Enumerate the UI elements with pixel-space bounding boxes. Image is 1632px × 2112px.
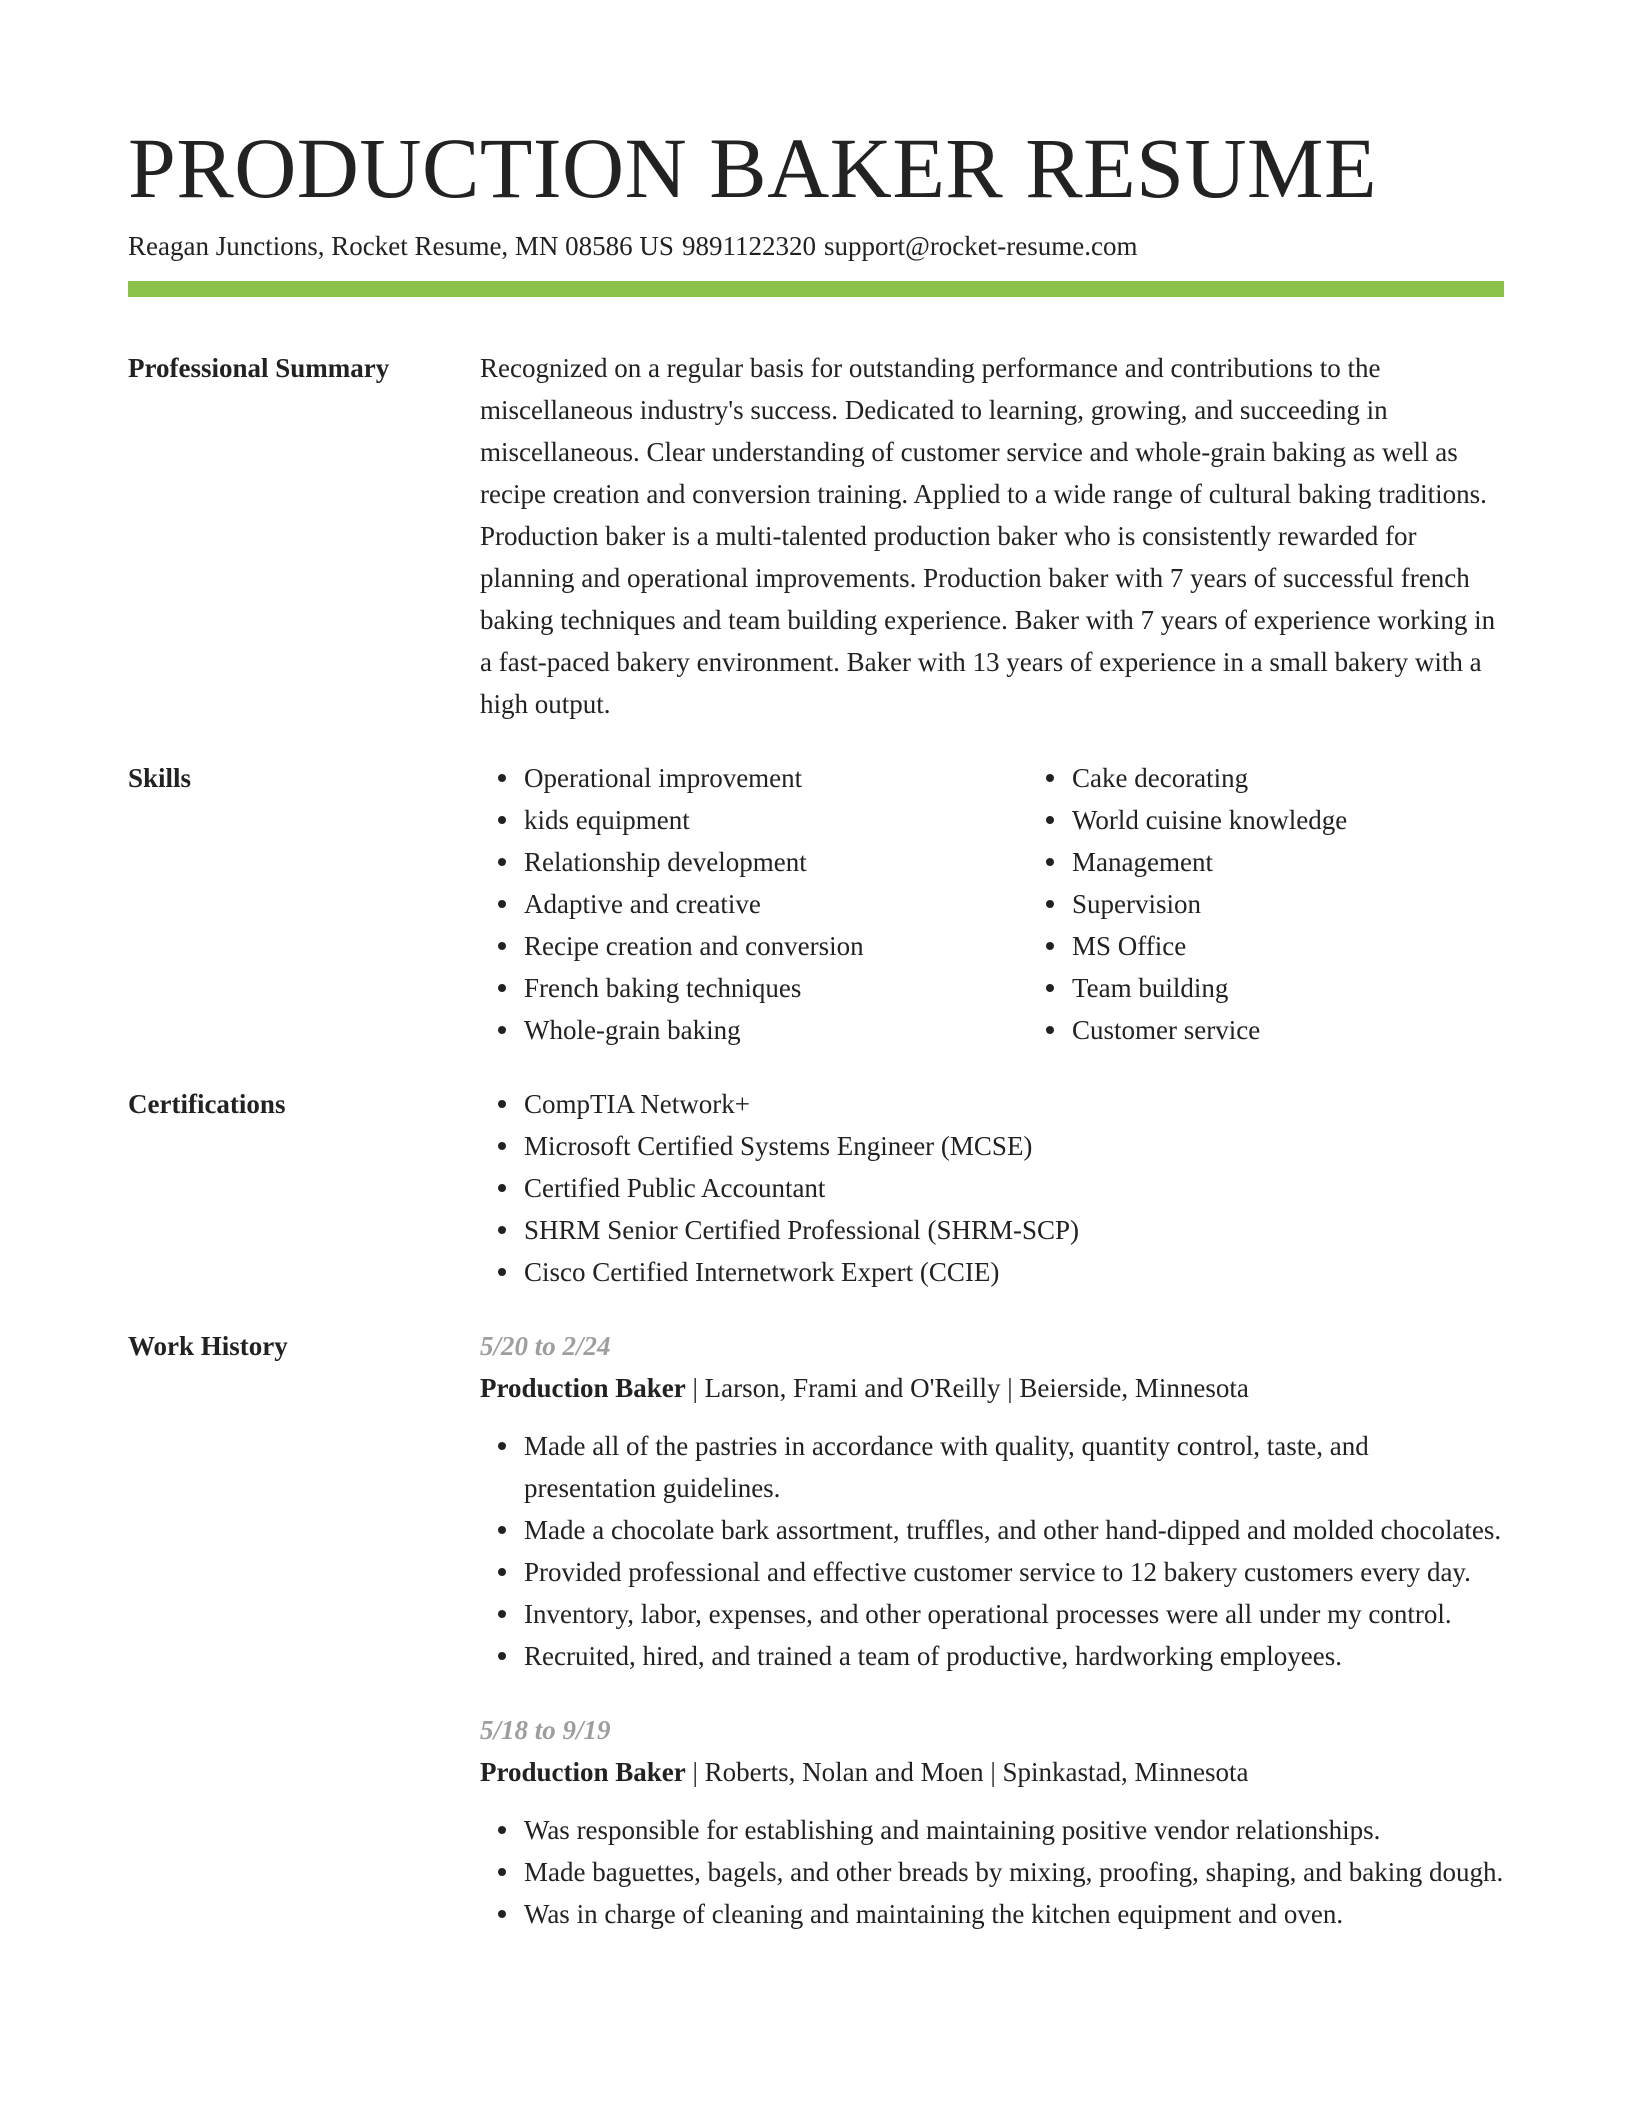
certification-item: SHRM Senior Certified Professional (SHRM-SCP)	[524, 1209, 1504, 1251]
skills-list-left	[480, 757, 1028, 1051]
skills-section	[128, 757, 1504, 1051]
summary-text: Recognized on a regular basis for outstanding performance and contributions to the miscellaneous industry's success. Dedicated to learning, growing, and succeeding in miscellaneous. Clear understanding of customer service and whole-grain baking as well as recipe creation and conversion training. Applied to a wide range of cultural baking traditions. Production baker is a multi-talented production baker who is consistently rewarded for planning and operational improvements. Production baker with 7 years of successful french baking techniques and team building experience. Baker with 7 years of experience working in a fast-paced bakery environment. Baker with 13 years of experience in a small bakery with a high output.	[480, 353, 1496, 719]
certifications-body	[480, 1083, 1504, 1293]
job-dates: 5/18 to 9/19	[480, 1715, 611, 1745]
professional-summary-section	[128, 347, 1504, 725]
skill-item: Cake decorating	[1072, 757, 1576, 799]
job-title: Production Baker	[480, 1373, 686, 1403]
job-bullet: Was responsible for establishing and maintaining positive vendor relationships.	[524, 1809, 1504, 1851]
contact-line	[128, 228, 1504, 264]
skill-item: Adaptive and creative	[524, 883, 1028, 925]
header-divider	[128, 281, 1504, 297]
job-title: Production Baker	[480, 1757, 686, 1787]
certification-item: Cisco Certified Internetwork Expert (CCIE)	[524, 1251, 1504, 1293]
job-details: | Larson, Frami and O'Reilly | Beierside, Minnesota	[685, 1373, 1249, 1403]
section-label: Certifications	[128, 1089, 286, 1119]
skill-item: Customer service	[1072, 1009, 1576, 1051]
contact-phone: 9891122320	[681, 231, 816, 261]
job-header	[480, 1367, 1504, 1409]
job-bullet: Recruited, hired, and trained a team of productive, hardworking employees.	[524, 1635, 1504, 1677]
section-label: Skills	[128, 763, 192, 793]
certification-item: Microsoft Certified Systems Engineer (MCSE)	[524, 1125, 1504, 1167]
job-bullets	[480, 1425, 1504, 1677]
skill-item: Whole-grain baking	[524, 1009, 1028, 1051]
skill-item: Recipe creation and conversion	[524, 925, 1028, 967]
contact-address: Reagan Junctions, Rocket Resume, MN 08586 US	[128, 231, 674, 261]
certifications-section	[128, 1083, 1504, 1293]
skills-list-right	[1028, 757, 1576, 1051]
skill-item: Operational improvement	[524, 757, 1028, 799]
work-history-section	[128, 1325, 1504, 1935]
certification-item: Certified Public Accountant	[524, 1167, 1504, 1209]
skill-item: kids equipment	[524, 799, 1028, 841]
skill-item: MS Office	[1072, 925, 1576, 967]
skill-item: Management	[1072, 841, 1576, 883]
job-bullet: Provided professional and effective customer service to 12 bakery customers every day.	[524, 1551, 1504, 1593]
job-bullets	[480, 1809, 1504, 1935]
skills-grid	[480, 757, 1576, 1051]
job-entry	[480, 1709, 1504, 1935]
skill-item: Relationship development	[524, 841, 1028, 883]
job-bullet: Inventory, labor, expenses, and other operational processes were all under my control.	[524, 1593, 1504, 1635]
job-header	[480, 1751, 1504, 1793]
certifications-list	[480, 1083, 1504, 1293]
page-title: PRODUCTION BAKER RESUME	[128, 120, 1378, 216]
job-dates: 5/20 to 2/24	[480, 1331, 611, 1361]
resume-page	[128, 118, 1504, 1935]
skill-item: Team building	[1072, 967, 1576, 1009]
job-bullet: Was in charge of cleaning and maintaining the kitchen equipment and oven.	[524, 1893, 1504, 1935]
job-bullet: Made all of the pastries in accordance with quality, quantity control, taste, and presentation guidelines.	[524, 1425, 1504, 1509]
job-details: | Roberts, Nolan and Moen | Spinkastad, Minnesota	[685, 1757, 1249, 1787]
certification-item: CompTIA Network+	[524, 1083, 1504, 1125]
job-bullet: Made baguettes, bagels, and other breads by mixing, proofing, shaping, and baking dough.	[524, 1851, 1504, 1893]
skill-item: World cuisine knowledge	[1072, 799, 1576, 841]
work-history-body	[480, 1325, 1504, 1935]
job-entry	[480, 1325, 1504, 1677]
skill-item: French baking techniques	[524, 967, 1028, 1009]
contact-email: support@rocket-resume.com	[823, 231, 1138, 261]
job-bullet: Made a chocolate bark assortment, truffles, and other hand-dipped and molded chocolates.	[524, 1509, 1504, 1551]
section-label: Work History	[128, 1331, 288, 1361]
skill-item: Supervision	[1072, 883, 1576, 925]
section-label: Professional Summary	[128, 353, 390, 383]
